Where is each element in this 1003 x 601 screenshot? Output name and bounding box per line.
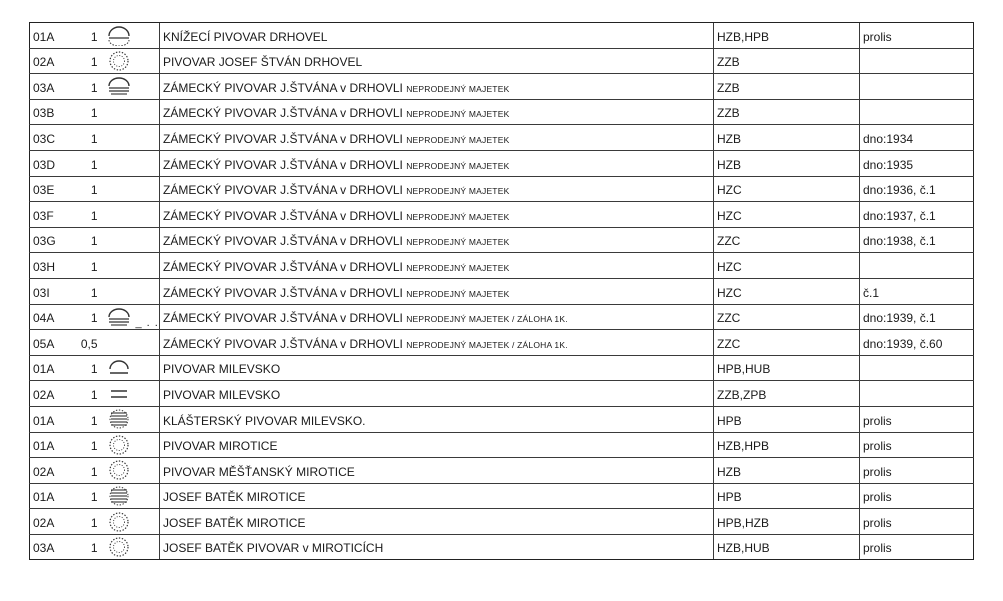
brewery-name-text: KLÁŠTERSKÝ PIVOVAR MILEVSKO. <box>163 413 366 428</box>
table-row <box>30 432 974 458</box>
table-row <box>30 381 974 407</box>
row-stamp-mark <box>100 534 160 560</box>
row-stamp-mark <box>100 176 160 202</box>
row-type-code: ZZB <box>714 99 860 125</box>
row-type-code: HPB <box>714 406 860 432</box>
brewery-name-remark: NEPRODEJNÝ MAJETEK / ZÁLOHA 1K. <box>406 314 568 325</box>
row-brewery-name <box>160 176 714 202</box>
row-quantity: 0,5 <box>66 330 100 356</box>
brewery-name-text: ZÁMECKÝ PIVOVAR J.ŠTVÁNA v DRHOVLI <box>163 80 403 95</box>
row-quantity: 1 <box>66 125 100 151</box>
row-type-code: HZC <box>714 176 860 202</box>
row-stamp-mark <box>100 458 160 484</box>
registry-sheet <box>29 22 973 586</box>
row-code: 03F <box>30 202 66 228</box>
row-brewery-name <box>160 534 714 560</box>
brewery-name-remark: NEPRODEJNÝ MAJETEK <box>406 134 510 145</box>
table-row <box>30 125 974 151</box>
brewery-name-remark: NEPRODEJNÝ MAJETEK <box>406 160 510 171</box>
row-quantity: 1 <box>66 304 100 330</box>
row-type-code: HZB,HUB <box>714 534 860 560</box>
row-code: 02A <box>30 458 66 484</box>
row-note: prolis <box>860 458 974 484</box>
row-stamp-mark <box>100 381 160 407</box>
table-row <box>30 99 974 125</box>
row-note: dno:1937, č.1 <box>860 202 974 228</box>
row-brewery-name <box>160 125 714 151</box>
row-stamp-mark <box>100 483 160 509</box>
table-row <box>30 176 974 202</box>
row-quantity: 1 <box>66 509 100 535</box>
table-row <box>30 74 974 100</box>
row-stamp-mark <box>100 48 160 74</box>
row-stamp-mark <box>100 330 160 356</box>
table-row <box>30 202 974 228</box>
row-quantity: 1 <box>66 227 100 253</box>
row-code: 03E <box>30 176 66 202</box>
stamp-mark-icon <box>104 511 134 533</box>
row-quantity: 1 <box>66 406 100 432</box>
brewery-name-text: PIVOVAR JOSEF ŠTVÁN DRHOVEL <box>163 55 363 70</box>
row-note: prolis <box>860 534 974 560</box>
row-type-code: ZZC <box>714 330 860 356</box>
row-note <box>860 48 974 74</box>
row-code: 03A <box>30 534 66 560</box>
row-type-code: HZB <box>714 458 860 484</box>
row-stamp-mark <box>100 99 160 125</box>
row-stamp-mark <box>100 406 160 432</box>
row-stamp-mark <box>100 509 160 535</box>
table-row <box>30 253 974 279</box>
row-note: prolis <box>860 509 974 535</box>
brewery-name-text: PIVOVAR MILEVSKO <box>163 362 281 377</box>
row-quantity: 1 <box>66 150 100 176</box>
stamp-mark-icon <box>104 357 134 379</box>
row-type-code: HZC <box>714 202 860 228</box>
row-stamp-mark <box>100 23 160 49</box>
row-quantity: 1 <box>66 99 100 125</box>
row-brewery-name <box>160 253 714 279</box>
row-brewery-name <box>160 48 714 74</box>
row-code: 03D <box>30 150 66 176</box>
stamp-mark-icon <box>104 459 134 481</box>
table-row <box>30 48 974 74</box>
stamp-mark-icon <box>104 50 134 72</box>
row-brewery-name <box>160 406 714 432</box>
row-code: 02A <box>30 381 66 407</box>
brewery-name-text: JOSEF BATĚK MIROTICE <box>163 490 306 505</box>
brewery-name-remark: NEPRODEJNÝ MAJETEK <box>406 211 510 222</box>
brewery-name-remark: NEPRODEJNÝ MAJETEK <box>406 109 510 120</box>
brewery-name-text: PIVOVAR MĚŠŤANSKÝ MIROTICE <box>163 464 355 479</box>
row-quantity: 1 <box>66 74 100 100</box>
brewery-name-text: JOSEF BATĚK MIROTICE <box>163 515 306 530</box>
row-quantity: 1 <box>66 253 100 279</box>
row-brewery-name <box>160 278 714 304</box>
brewery-name-remark: NEPRODEJNÝ MAJETEK <box>406 262 510 273</box>
row-note: dno:1939, č.60 <box>860 330 974 356</box>
dash-mark-icon: _ . . <box>135 316 159 329</box>
row-stamp-mark <box>100 227 160 253</box>
row-type-code: ZZB <box>714 74 860 100</box>
stamp-mark-icon <box>104 408 134 430</box>
row-code: 03B <box>30 99 66 125</box>
row-code: 02A <box>30 509 66 535</box>
row-note: prolis <box>860 432 974 458</box>
stamp-mark-icon <box>104 485 134 507</box>
table-row <box>30 227 974 253</box>
row-quantity: 1 <box>66 355 100 381</box>
row-type-code: HPB <box>714 483 860 509</box>
table-row <box>30 406 974 432</box>
stamp-mark-icon <box>104 536 134 558</box>
row-stamp-mark <box>100 304 160 330</box>
row-code: 01A <box>30 355 66 381</box>
brewery-name-text: ZÁMECKÝ PIVOVAR J.ŠTVÁNA v DRHOVLI <box>163 234 403 249</box>
row-stamp-mark <box>100 125 160 151</box>
table-row <box>30 458 974 484</box>
row-type-code: ZZB,ZPB <box>714 381 860 407</box>
row-brewery-name <box>160 330 714 356</box>
row-brewery-name <box>160 483 714 509</box>
row-brewery-name <box>160 202 714 228</box>
brewery-name-text: ZÁMECKÝ PIVOVAR J.ŠTVÁNA v DRHOVLI <box>163 183 403 198</box>
row-note: dno:1939, č.1 <box>860 304 974 330</box>
row-quantity: 1 <box>66 534 100 560</box>
brewery-name-text: JOSEF BATĚK PIVOVAR v MIROTICÍCH <box>163 541 384 556</box>
brewery-name-text: PIVOVAR MIROTICE <box>163 439 278 454</box>
brewery-name-text: PIVOVAR MILEVSKO <box>163 387 281 402</box>
row-type-code: HZB,HPB <box>714 432 860 458</box>
brewery-name-remark: NEPRODEJNÝ MAJETEK <box>406 83 510 94</box>
row-code: 01A <box>30 406 66 432</box>
row-code: 03H <box>30 253 66 279</box>
row-quantity: 1 <box>66 458 100 484</box>
row-note: dno:1936, č.1 <box>860 176 974 202</box>
row-quantity: 1 <box>66 432 100 458</box>
brewery-name-text: ZÁMECKÝ PIVOVAR J.ŠTVÁNA v DRHOVLI <box>163 336 403 351</box>
row-code: 05A <box>30 330 66 356</box>
brewery-name-text: ZÁMECKÝ PIVOVAR J.ŠTVÁNA v DRHOVLI <box>163 285 403 300</box>
row-quantity: 1 <box>66 381 100 407</box>
row-type-code: ZZC <box>714 227 860 253</box>
row-type-code: HZB <box>714 150 860 176</box>
row-stamp-mark <box>100 253 160 279</box>
row-quantity: 1 <box>66 48 100 74</box>
row-type-code: HPB,HUB <box>714 355 860 381</box>
row-brewery-name <box>160 74 714 100</box>
row-brewery-name <box>160 227 714 253</box>
row-code: 03C <box>30 125 66 151</box>
row-brewery-name <box>160 150 714 176</box>
row-note: prolis <box>860 23 974 49</box>
row-quantity: 1 <box>66 23 100 49</box>
brewery-name-remark: NEPRODEJNÝ MAJETEK <box>406 237 510 248</box>
row-brewery-name <box>160 432 714 458</box>
brewery-name-remark: NEPRODEJNÝ MAJETEK <box>406 288 510 299</box>
row-code: 02A <box>30 48 66 74</box>
brewery-name-text: ZÁMECKÝ PIVOVAR J.ŠTVÁNA v DRHOVLI <box>163 157 403 172</box>
row-quantity: 1 <box>66 483 100 509</box>
stamp-mark-icon <box>104 24 134 46</box>
row-type-code: HZB <box>714 125 860 151</box>
row-note: č.1 <box>860 278 974 304</box>
row-brewery-name <box>160 509 714 535</box>
table-row <box>30 483 974 509</box>
table-row <box>30 330 974 356</box>
brewery-name-remark: NEPRODEJNÝ MAJETEK <box>406 186 510 197</box>
stamp-mark-icon <box>104 383 134 405</box>
row-code: 01A <box>30 432 66 458</box>
row-quantity: 1 <box>66 278 100 304</box>
stamp-mark-icon <box>104 75 134 97</box>
row-stamp-mark <box>100 432 160 458</box>
brewery-name-text: ZÁMECKÝ PIVOVAR J.ŠTVÁNA v DRHOVLI <box>163 208 403 223</box>
row-note: prolis <box>860 483 974 509</box>
row-code: 01A <box>30 23 66 49</box>
row-stamp-mark <box>100 150 160 176</box>
row-note <box>860 99 974 125</box>
row-quantity: 1 <box>66 202 100 228</box>
table-row <box>30 23 974 49</box>
row-brewery-name <box>160 458 714 484</box>
row-type-code: HZB,HPB <box>714 23 860 49</box>
table-body <box>30 23 974 560</box>
row-stamp-mark <box>100 202 160 228</box>
row-note: prolis <box>860 406 974 432</box>
row-note: dno:1935 <box>860 150 974 176</box>
row-type-code: ZZB <box>714 48 860 74</box>
stamp-mark-icon <box>104 434 134 456</box>
row-note <box>860 253 974 279</box>
row-code: 03I <box>30 278 66 304</box>
row-type-code: HPB,HZB <box>714 509 860 535</box>
row-note <box>860 74 974 100</box>
brewery-name-text: ZÁMECKÝ PIVOVAR J.ŠTVÁNA v DRHOVLI <box>163 259 403 274</box>
row-note: dno:1938, č.1 <box>860 227 974 253</box>
row-note <box>860 381 974 407</box>
row-brewery-name <box>160 304 714 330</box>
row-note <box>860 355 974 381</box>
brewery-label-table <box>29 22 974 560</box>
brewery-name-remark: NEPRODEJNÝ MAJETEK / ZÁLOHA 1K. <box>406 339 568 350</box>
row-type-code: HZC <box>714 253 860 279</box>
table-row <box>30 278 974 304</box>
row-brewery-name <box>160 23 714 49</box>
row-brewery-name <box>160 99 714 125</box>
brewery-name-text: KNÍŽECÍ PIVOVAR DRHOVEL <box>163 29 328 44</box>
row-code: 01A <box>30 483 66 509</box>
row-stamp-mark <box>100 74 160 100</box>
stamp-mark-icon <box>104 306 134 328</box>
table-row <box>30 509 974 535</box>
row-code: 03A <box>30 74 66 100</box>
row-brewery-name <box>160 355 714 381</box>
row-note: dno:1934 <box>860 125 974 151</box>
row-quantity: 1 <box>66 176 100 202</box>
table-row <box>30 355 974 381</box>
table-row <box>30 150 974 176</box>
row-type-code: HZC <box>714 278 860 304</box>
row-type-code: ZZC <box>714 304 860 330</box>
table-row <box>30 534 974 560</box>
brewery-name-text: ZÁMECKÝ PIVOVAR J.ŠTVÁNA v DRHOVLI <box>163 311 403 326</box>
row-code: 04A <box>30 304 66 330</box>
row-stamp-mark <box>100 355 160 381</box>
brewery-name-text: ZÁMECKÝ PIVOVAR J.ŠTVÁNA v DRHOVLI <box>163 131 403 146</box>
row-stamp-mark <box>100 278 160 304</box>
row-code: 03G <box>30 227 66 253</box>
brewery-name-text: ZÁMECKÝ PIVOVAR J.ŠTVÁNA v DRHOVLI <box>163 106 403 121</box>
row-brewery-name <box>160 381 714 407</box>
table-row <box>30 304 974 330</box>
